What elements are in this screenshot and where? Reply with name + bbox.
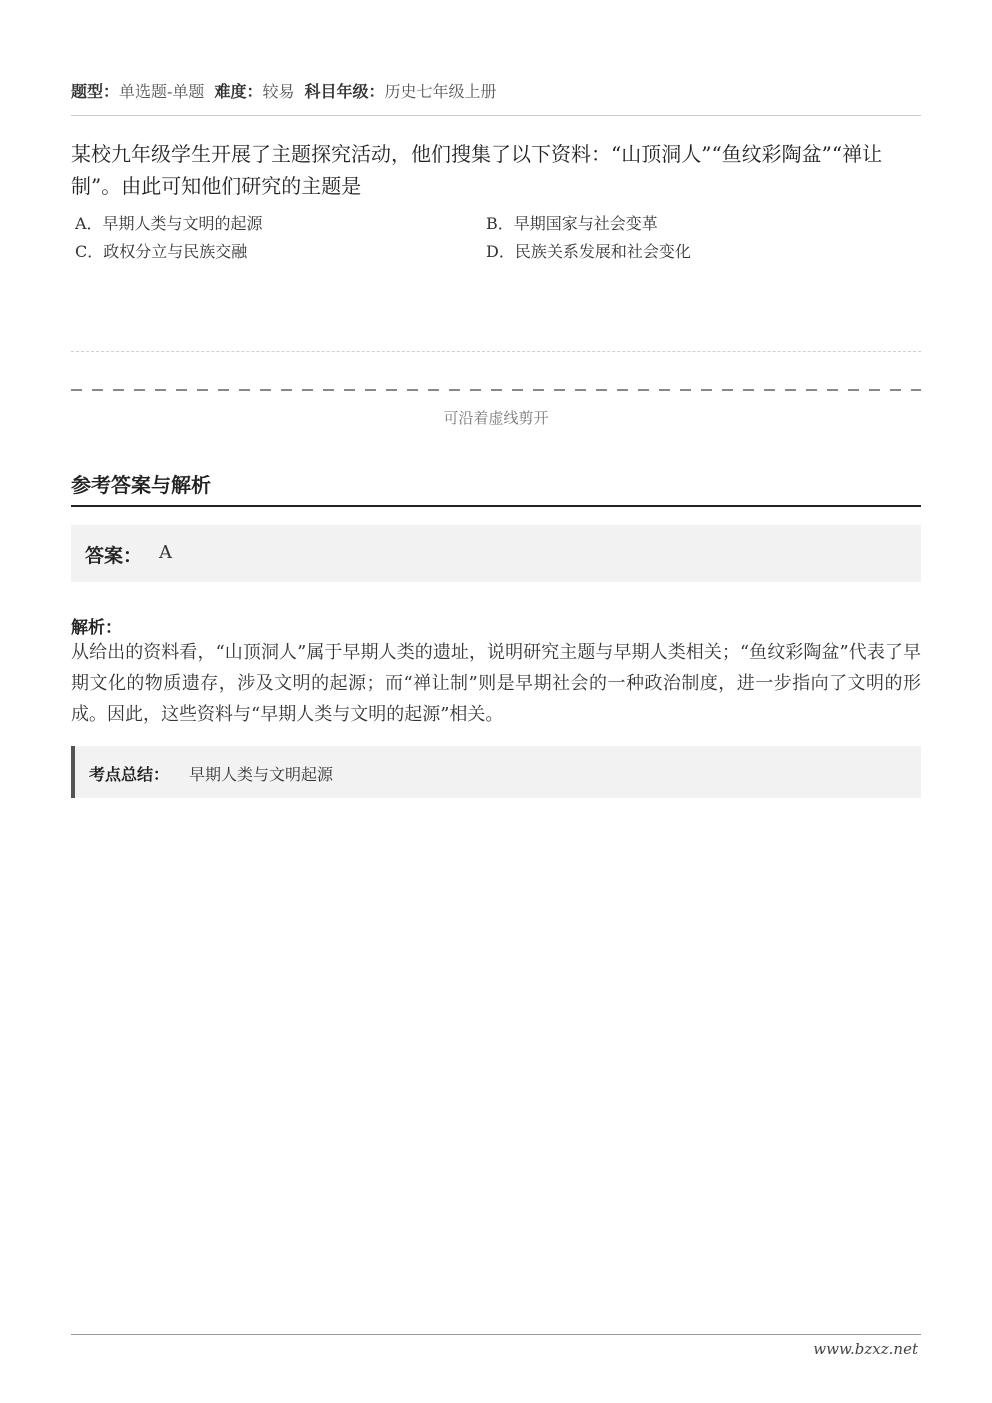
answer-area-divider — [71, 351, 921, 352]
type-label: 题型： — [71, 82, 120, 101]
option-c: C．政权分立与民族交融 — [75, 242, 248, 261]
footer-site: www.bzxz.net — [813, 1340, 918, 1358]
subject-value: 历史七年级上册 — [384, 82, 497, 101]
option-d: D．民族关系发展和社会变化 — [486, 242, 691, 261]
section-divider — [71, 505, 921, 507]
keypoint-value: 早期人类与文明起源 — [189, 765, 334, 784]
answer-section-title: 参考答案与解析 — [71, 473, 211, 497]
analysis-label: 解析： — [71, 618, 122, 638]
difficulty-value: 较易 — [262, 82, 295, 101]
answer-value: A — [159, 542, 172, 563]
option-a: A．早期人类与文明的起源 — [75, 214, 263, 233]
answer-box — [71, 525, 921, 582]
type-value: 单选题-单题 — [119, 82, 205, 101]
footer-divider — [71, 1334, 921, 1335]
answer-label: 答案： — [85, 545, 143, 567]
subject-label: 科目年级： — [304, 82, 385, 101]
option-b: B．早期国家与社会变革 — [486, 214, 658, 233]
keypoint-label: 考点总结： — [89, 765, 170, 784]
cut-hint: 可沿着虚线剪开 — [443, 409, 549, 427]
question-stem: 某校九年级学生开展了主题探究活动，他们搜集了以下资料：“山顶洞人”“鱼纹彩陶盆”“禅让制”。由此可知他们研究的主题是 — [71, 142, 883, 198]
analysis-text: 从给出的资料看，“山顶洞人”属于早期人类的遗址，说明研究主题与早期人类相关；“鱼纹彩陶盆”代表了早期文化的物质遗存，涉及文明的起源；而“禅让制”则是早期社会的一种政治制度，进一步指向了文明的形成。因此，这些资料与“早期人类与文明的起源”相关。 — [71, 642, 921, 725]
cut-line — [71, 389, 921, 391]
question-meta — [71, 79, 497, 102]
meta-divider — [71, 115, 921, 116]
keypoint-box — [71, 746, 921, 798]
difficulty-label: 难度： — [214, 82, 263, 101]
